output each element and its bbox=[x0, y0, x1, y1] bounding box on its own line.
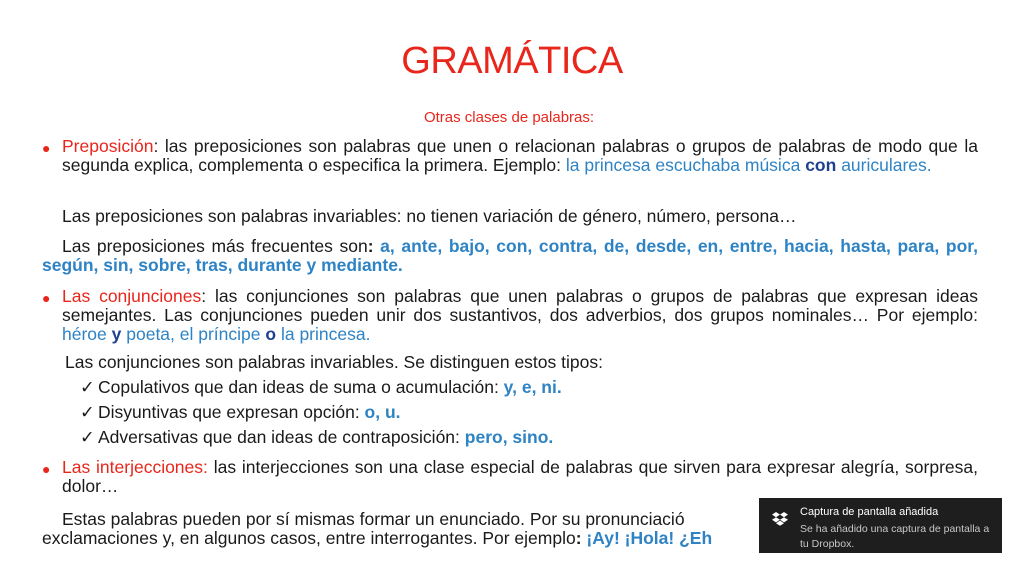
tipo-example: pero, sino. bbox=[464, 427, 554, 447]
tipo-text: Adversativas que dan ideas de contraposición: bbox=[98, 427, 465, 447]
interj-line2 bbox=[42, 529, 759, 548]
tipo-adversativas bbox=[80, 428, 553, 447]
tipo-example: o, u. bbox=[364, 402, 401, 422]
conjunciones-text: : las conjunciones son palabras que unen palabras o grupos de palabras que expresan ideas semejantes. Las conjunciones pueden unir dos sustantivos, dos adverbios, dos grupos nominales… Por ejemplo: bbox=[62, 286, 979, 325]
bullet-conjunciones: ● bbox=[42, 290, 51, 306]
subtitle: Otras clases de palabras: bbox=[423, 109, 595, 126]
check-icon: ✓ bbox=[80, 377, 95, 397]
conjunciones-y: y bbox=[111, 324, 122, 344]
interj-line1: Estas palabras pueden por sí mismas formar un enunciado. Por su pronunciació bbox=[62, 510, 685, 529]
bullet-preposicion: ● bbox=[42, 140, 51, 156]
notification-title: Captura de pantalla añadida bbox=[800, 506, 939, 518]
preposicion-example-a: la princesa escuchaba música bbox=[565, 155, 801, 175]
preposicion-example-con: con bbox=[805, 155, 837, 175]
conjunciones-paragraph bbox=[62, 287, 978, 344]
preposicion-text: : las preposiciones son palabras que unen o relacionan palabras o grupos de palabras de modo que la segunda explica, complementa o especifica la primera. Ejemplo: bbox=[62, 136, 978, 175]
tipo-example: y, e, ni. bbox=[503, 377, 562, 397]
preposicion-label: Preposición bbox=[62, 136, 154, 156]
dropbox-notification[interactable] bbox=[759, 498, 1002, 553]
prep-frecuentes-intro: Las preposiciones más frecuentes son bbox=[62, 236, 368, 256]
conjunciones-label: Las conjunciones bbox=[62, 286, 202, 306]
interjecciones-paragraph bbox=[62, 458, 978, 496]
interjecciones-label: Las interjecciones: bbox=[62, 457, 208, 477]
notification-message: Se ha añadido una captura de pantalla a tu Dropbox. bbox=[800, 523, 990, 550]
interj-line2-colon: : bbox=[575, 529, 582, 548]
prep-frecuentes-colon: : bbox=[367, 236, 374, 256]
check-icon: ✓ bbox=[80, 402, 95, 422]
prep-invariables: Las preposiciones son palabras invariables: no tienen variación de género, número, persona… bbox=[62, 206, 797, 226]
bullet-interjecciones: ● bbox=[42, 461, 51, 477]
interjecciones-text: las interjecciones son una clase especial de palabras que sirven para expresar alegría, sorpresa, dolor… bbox=[62, 457, 978, 496]
page-title: GRAMÁTICA bbox=[401, 40, 623, 82]
preposicion-paragraph bbox=[62, 137, 978, 175]
prep-frecuentes bbox=[42, 237, 978, 275]
preposicion-example-b: auriculares. bbox=[841, 155, 932, 175]
prep-frecuentes-list: a, ante, bajo, con, contra, de, desde, en, entre, hacia, hasta, para, por, según, sin, sobre, tras, durante y mediante. bbox=[42, 236, 978, 275]
conjunciones-ex3: la princesa. bbox=[280, 324, 371, 344]
conjunciones-ex2: poeta, el príncipe bbox=[126, 324, 261, 344]
tipo-copulativas bbox=[80, 378, 562, 397]
dropbox-icon bbox=[771, 512, 789, 533]
interj-line2-text: exclamaciones y, en algunos casos, entre interrogantes. Por ejemplo bbox=[42, 529, 576, 548]
conjunciones-ex1: héroe bbox=[62, 324, 107, 344]
interj-examples: ¡Ay! ¡Hola! ¿Eh bbox=[581, 529, 713, 548]
tipo-text: Copulativos que dan ideas de suma o acumulación: bbox=[98, 377, 504, 397]
conjunciones-o: o bbox=[265, 324, 277, 344]
tipo-disyuntivas bbox=[80, 403, 401, 422]
check-icon: ✓ bbox=[80, 427, 95, 447]
tipo-text: Disyuntivas que expresan opción: bbox=[98, 402, 365, 422]
conj-tipos: Las conjunciones son palabras invariables. Se distinguen estos tipos: bbox=[65, 352, 603, 372]
